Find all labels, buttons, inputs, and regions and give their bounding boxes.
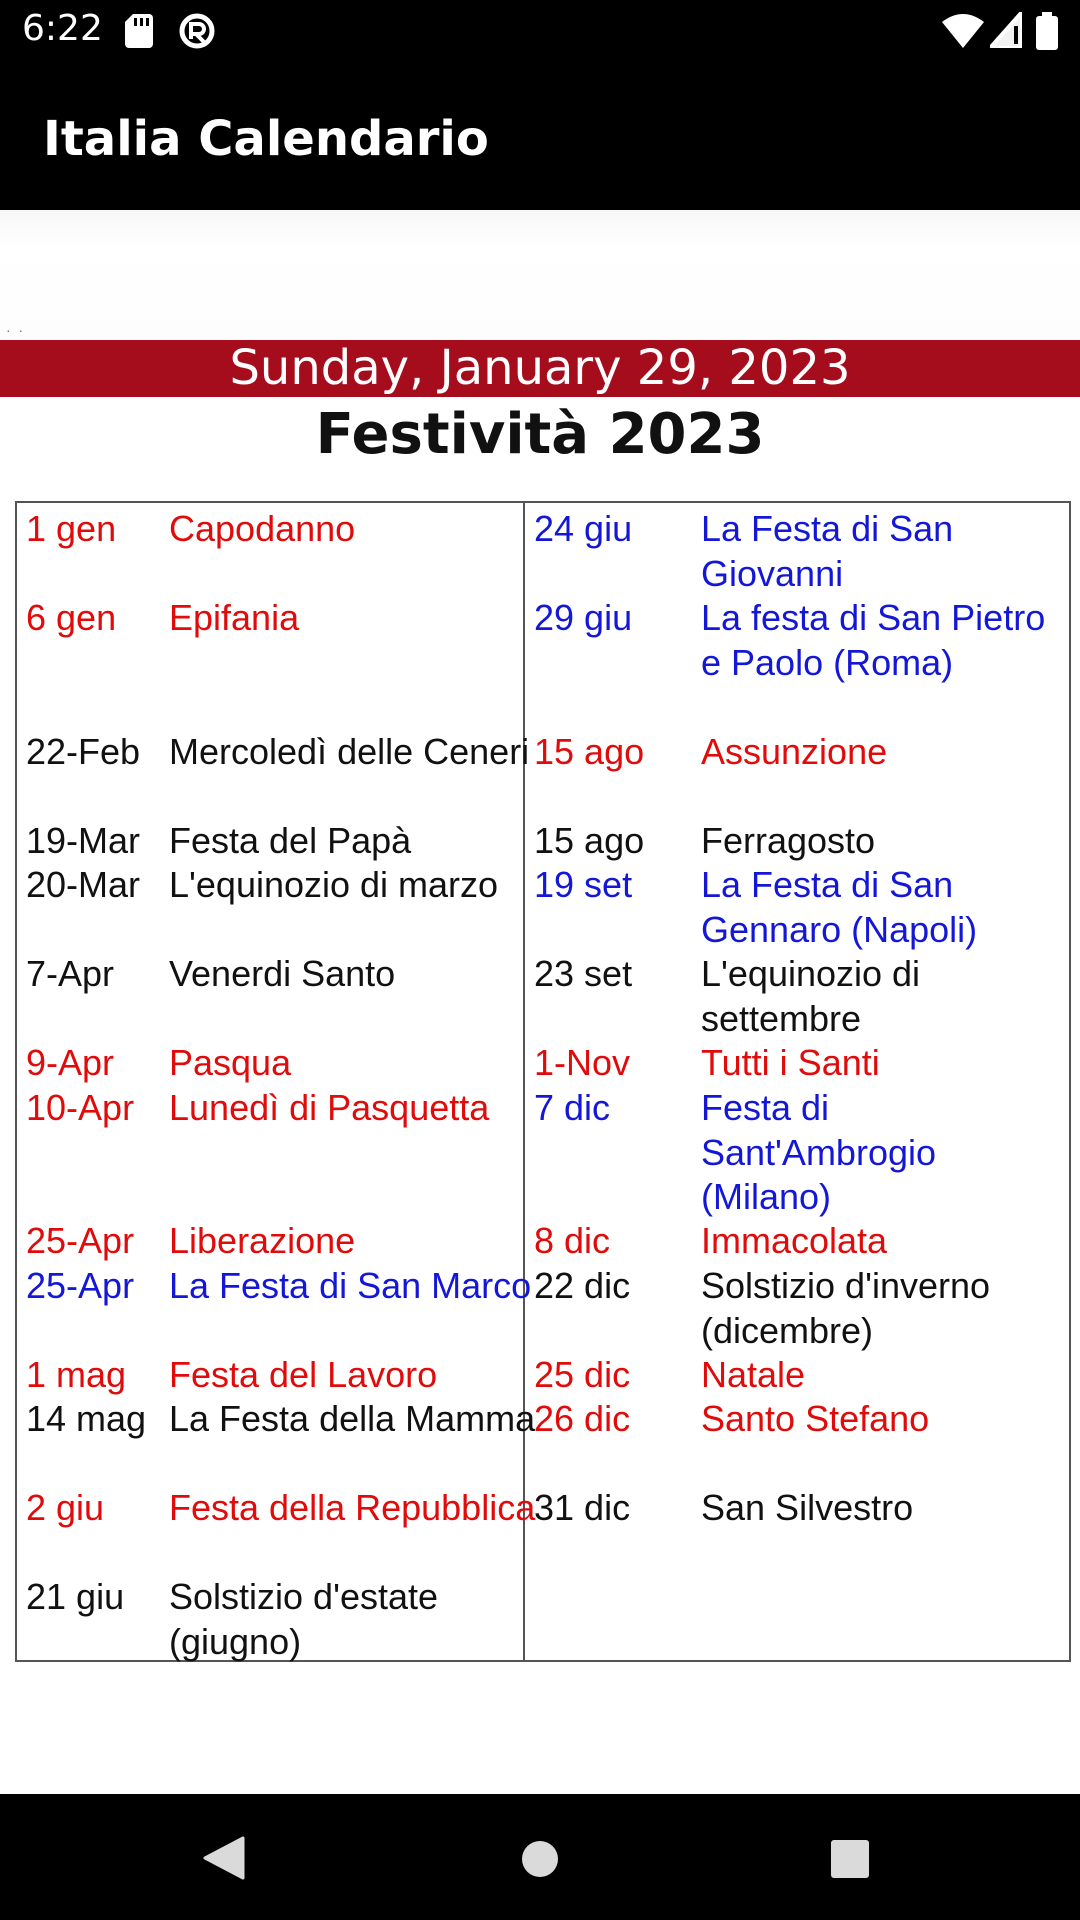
holiday-name: Mercoledì delle Ceneri [169, 731, 530, 772]
home-icon[interactable] [521, 1840, 559, 1878]
holiday-date: 26 dic [534, 1398, 631, 1439]
holiday-date: 7 dic [534, 1087, 611, 1128]
holiday-date: 15 ago [534, 731, 645, 772]
holiday-name: Festa del Papà [169, 820, 412, 861]
app-title: Italia Calendario [43, 111, 489, 167]
holiday-date: 6 gen [26, 597, 117, 638]
holiday-name: La Festa di San Gennaro (Napoli) [701, 864, 978, 950]
holiday-name: Solstizio d'inverno (dicembre) [701, 1265, 991, 1351]
holidays-title: Festività 2023 [315, 402, 765, 467]
holiday-date: 7-Apr [26, 953, 115, 994]
holiday-name: L'equinozio di settembre [701, 953, 921, 1039]
wifi-icon [942, 14, 984, 48]
holiday-name: La Festa di San Marco [169, 1265, 532, 1306]
holiday-name: Festa di Sant'Ambrogio (Milano) [701, 1087, 937, 1217]
vpn-key-icon [178, 12, 216, 50]
holiday-date: 24 giu [534, 508, 633, 549]
holiday-date: 15 ago [534, 820, 645, 861]
holiday-date: 8 dic [534, 1220, 611, 1261]
back-icon[interactable] [203, 1836, 245, 1880]
holiday-name: Epifania [169, 597, 300, 638]
holiday-date: 1 gen [26, 508, 117, 549]
holiday-date: 1 mag [26, 1354, 127, 1395]
holiday-name: Ferragosto [701, 820, 876, 861]
holiday-name: La Festa della Mamma [169, 1398, 536, 1439]
recents-icon[interactable] [831, 1840, 869, 1878]
holiday-name: Festa del Lavoro [169, 1354, 438, 1395]
sd-card-icon [125, 14, 153, 48]
holiday-name: Lunedì di Pasquetta [169, 1087, 490, 1128]
holiday-name: L'equinozio di marzo [169, 864, 499, 905]
holiday-name: Festa della Repubblica [169, 1487, 536, 1528]
signal-icon [990, 12, 1022, 48]
ad-banner-area[interactable] [0, 210, 1080, 340]
holiday-date: 23 set [534, 953, 633, 994]
holiday-date: 20-Mar [26, 864, 141, 905]
holiday-name: La festa di San Pietro e Paolo (Roma) [701, 597, 1046, 683]
battery-icon [1036, 12, 1058, 50]
holiday-date: 21 giu [26, 1576, 125, 1617]
holiday-date: 10-Apr [26, 1087, 135, 1128]
app-bar [0, 63, 1080, 210]
holiday-date: 19 set [534, 864, 633, 905]
holiday-name: Solstizio d'estate (giugno) [169, 1576, 439, 1662]
ad-placeholder-dots: · · [6, 322, 26, 338]
current-date-banner: Sunday, January 29, 2023 [0, 340, 1080, 397]
holiday-date: 1-Nov [534, 1042, 631, 1083]
holiday-name: Assunzione [701, 731, 888, 772]
holiday-date: 25-Apr [26, 1220, 135, 1261]
holiday-date: 14 mag [26, 1398, 147, 1439]
holiday-name: La Festa di San Giovanni [701, 508, 954, 594]
system-nav-bar [0, 1794, 1080, 1920]
holiday-name: Liberazione [169, 1220, 356, 1261]
holiday-name: Venerdi Santo [169, 953, 396, 994]
holiday-date: 2 giu [26, 1487, 105, 1528]
holiday-name: Tutti i Santi [701, 1042, 880, 1083]
holiday-date: 25-Apr [26, 1265, 135, 1306]
holiday-name: Santo Stefano [701, 1398, 930, 1439]
holiday-date: 25 dic [534, 1354, 631, 1395]
holiday-name: Natale [701, 1354, 806, 1395]
holiday-name: Pasqua [169, 1042, 292, 1083]
holiday-name: Capodanno [169, 508, 356, 549]
holiday-date: 9-Apr [26, 1042, 115, 1083]
holiday-date: 22 dic [534, 1265, 631, 1306]
holiday-date: 19-Mar [26, 820, 141, 861]
holiday-name: Immacolata [701, 1220, 888, 1261]
holiday-date: 22-Feb [26, 731, 141, 772]
status-time: 6:22 [22, 8, 103, 49]
status-bar [0, 0, 1080, 63]
holiday-date: 31 dic [534, 1487, 631, 1528]
holiday-name: San Silvestro [701, 1487, 914, 1528]
holiday-date: 29 giu [534, 597, 633, 638]
